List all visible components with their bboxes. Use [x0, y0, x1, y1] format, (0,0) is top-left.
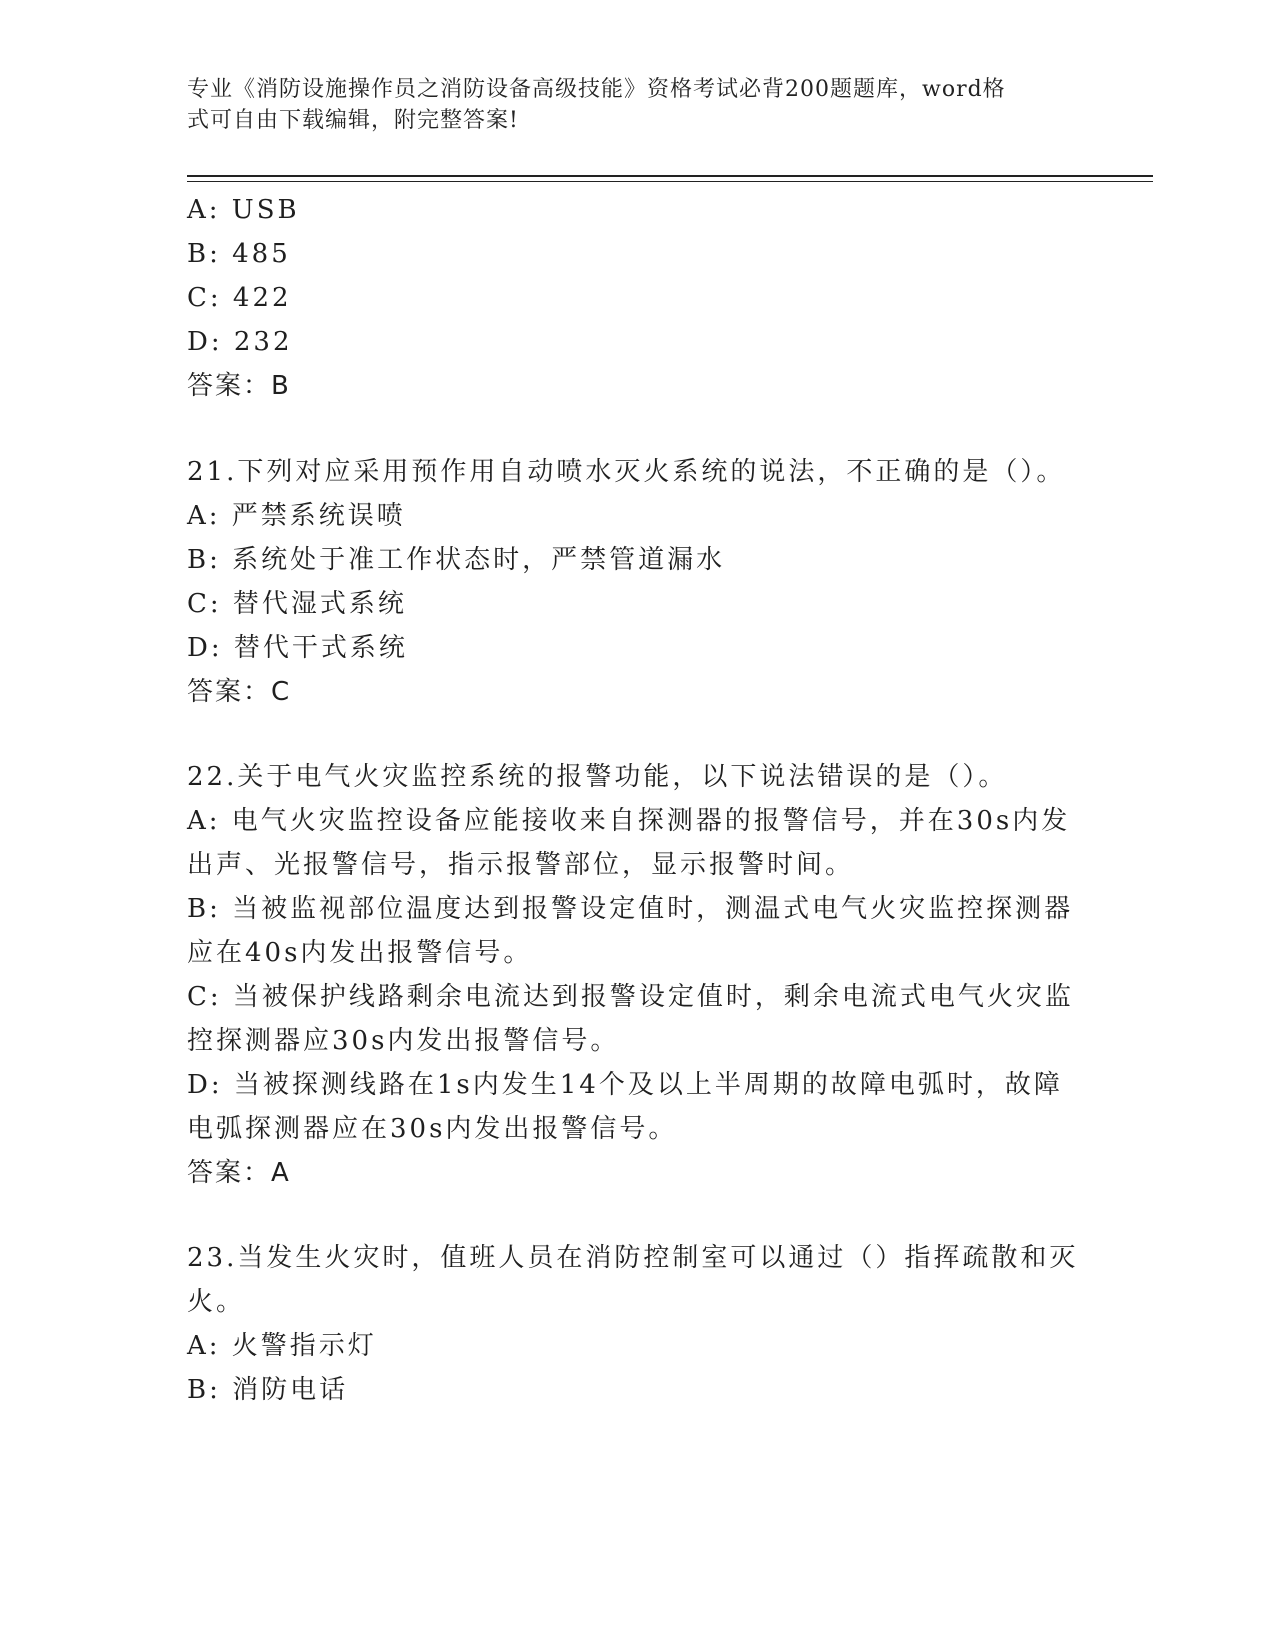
- q20-option-c: C: 422: [187, 283, 292, 313]
- q23-option-b: B: 消防电话: [187, 1375, 349, 1405]
- q22-option-d-line-1: D: 当被探测线路在1s内发生14个及以上半周期的故障电弧时，故障: [187, 1070, 1063, 1100]
- q22-option-b-line-1: B: 当被监视部位温度达到报警设定值时，测温式电气火灾监控探测器: [187, 894, 1074, 924]
- q21-option-a: A: 严禁系统误喷: [187, 501, 406, 531]
- header-line-2: 式可自由下载编辑，附完整答案!: [187, 108, 519, 133]
- q22-answer: 答案：A: [187, 1158, 291, 1188]
- q21-option-b: B: 系统处于准工作状态时，严禁管道漏水: [187, 545, 726, 575]
- q22-option-a-line-2: 出声、光报警信号，指示报警部位，显示报警时间。: [187, 850, 855, 880]
- q20-option-a: A: USB: [187, 195, 300, 225]
- q23-question-line-1: 23.当发生火灾时，值班人员在消防控制室可以通过（）指挥疏散和灭: [187, 1243, 1079, 1273]
- q23-option-a: A: 火警指示灯: [187, 1331, 377, 1361]
- q22-question: 22.关于电气火灾监控系统的报警功能，以下说法错误的是（）。: [187, 762, 1008, 792]
- q21-answer: 答案：C: [187, 677, 292, 707]
- q22-option-a-line-1: A: 电气火灾监控设备应能接收来自探测器的报警信号，并在30s内发: [187, 806, 1071, 836]
- q21-option-d: D: 替代干式系统: [187, 633, 408, 663]
- document-header: [187, 74, 1067, 136]
- header-line-1: 专业《消防设施操作员之消防设备高级技能》资格考试必背200题题库，word格: [187, 77, 1006, 102]
- header-divider-thin: [187, 181, 1153, 182]
- q20-option-d: D: 232: [187, 327, 293, 357]
- q22-option-d-line-2: 电弧探测器应在30s内发出报警信号。: [187, 1114, 678, 1144]
- q22-option-b-line-2: 应在40s内发出报警信号。: [187, 938, 533, 968]
- q22-option-c-line-2: 控探测器应30s内发出报警信号。: [187, 1026, 620, 1056]
- header-divider-thick: [187, 175, 1153, 177]
- q23-question-line-2: 火。: [187, 1287, 246, 1317]
- q20-option-b: B: 485: [187, 239, 291, 269]
- q22-option-c-line-1: C: 当被保护线路剩余电流达到报警设定值时，剩余电流式电气火灾监: [187, 982, 1074, 1012]
- q21-option-c: C: 替代湿式系统: [187, 589, 407, 619]
- q20-answer: 答案：B: [187, 371, 291, 401]
- q21-question: 21.下列对应采用预作用自动喷水灭火系统的说法，不正确的是（）。: [187, 457, 1066, 487]
